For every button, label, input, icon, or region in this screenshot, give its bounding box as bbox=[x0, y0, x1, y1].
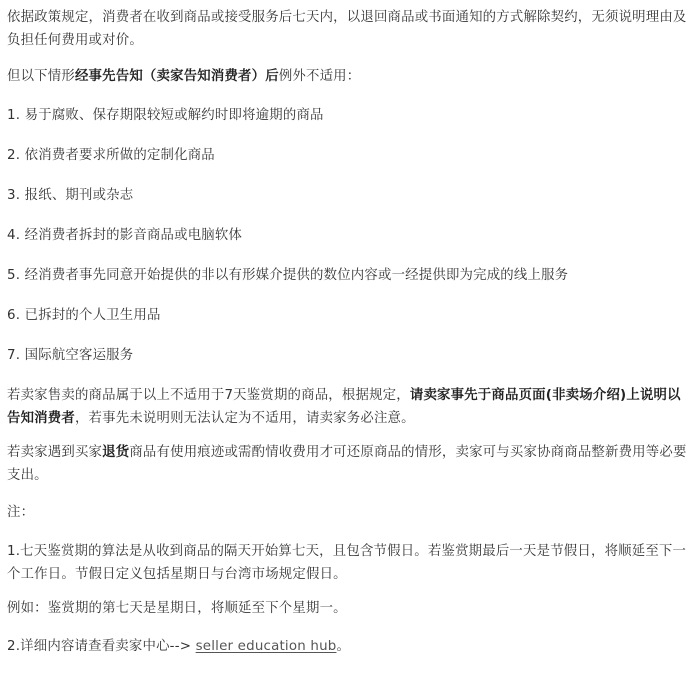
seller-warning-bold: 请卖家事先于商品页面(非卖场介绍)上说明以告知消费者 bbox=[7, 388, 681, 426]
exceptions-lead bbox=[7, 65, 690, 88]
seller-warning-paragraph bbox=[7, 384, 690, 430]
notes-heading: 注： bbox=[7, 505, 35, 520]
exceptions-lead-prefix: 但以下情形 bbox=[7, 69, 75, 84]
usage-fee-paragraph bbox=[7, 441, 690, 487]
exception-item-1: 1. 易于腐败、保存期限较短或解约时即将逾期的商品 bbox=[7, 108, 324, 123]
usage-fee-bold: 退货 bbox=[102, 445, 130, 460]
exception-item-7: 7. 国际航空客运服务 bbox=[7, 348, 134, 363]
exception-item-2: 2. 依消费者要求所做的定制化商品 bbox=[7, 148, 215, 163]
seller-warning-prefix: 若卖家售卖的商品属于以上不适用于7天鉴赏期的商品，根据规定， bbox=[7, 388, 410, 403]
exceptions-lead-suffix: 例外不适用： bbox=[278, 69, 361, 84]
exception-item-4: 4. 经消费者拆封的影音商品或电脑软体 bbox=[7, 228, 243, 243]
seller-education-hub-link[interactable]: seller education hub bbox=[195, 639, 337, 654]
note-2 bbox=[7, 635, 690, 658]
exception-item-6: 6. 已拆封的个人卫生用品 bbox=[7, 308, 161, 323]
note-2-suffix: 。 bbox=[336, 639, 351, 654]
example-note: 例如：鉴赏期的第七天是星期日，将顺延至下个星期一。 bbox=[7, 601, 347, 616]
usage-fee-suffix: 商品有使用痕迹或需酌情收费用才可还原商品的情形，卖家可与买家协商商品整新费用等必要支出。 bbox=[7, 445, 687, 483]
exception-item-3: 3. 报纸、期刊或杂志 bbox=[7, 188, 134, 203]
usage-fee-prefix: 若卖家遇到买家 bbox=[7, 445, 103, 460]
exception-item-5: 5. 经消费者事先同意开始提供的非以有形媒介提供的数位内容或一经提供即为完成的线上服务 bbox=[7, 268, 569, 283]
exceptions-lead-bold: 经事先告知（卖家告知消费者）后 bbox=[74, 69, 279, 84]
intro-paragraph: 依据政策规定，消费者在收到商品或接受服务后七天内，以退回商品或书面通知的方式解除契约，无须说明理由及负担任何费用或对价。 bbox=[7, 10, 687, 48]
seller-warning-suffix: ，若事先未说明则无法认定为不适用，请卖家务必注意。 bbox=[74, 411, 415, 426]
note-1: 1.七天鉴赏期的算法是从收到商品的隔天开始算七天，且包含节假日。若鉴赏期最后一天是节假日，将顺延至下一个工作日。节假日定义包括星期日与台湾市场规定假日。 bbox=[7, 544, 687, 582]
note-2-prefix: 2.详细内容请查看卖家中心--> bbox=[7, 639, 196, 654]
